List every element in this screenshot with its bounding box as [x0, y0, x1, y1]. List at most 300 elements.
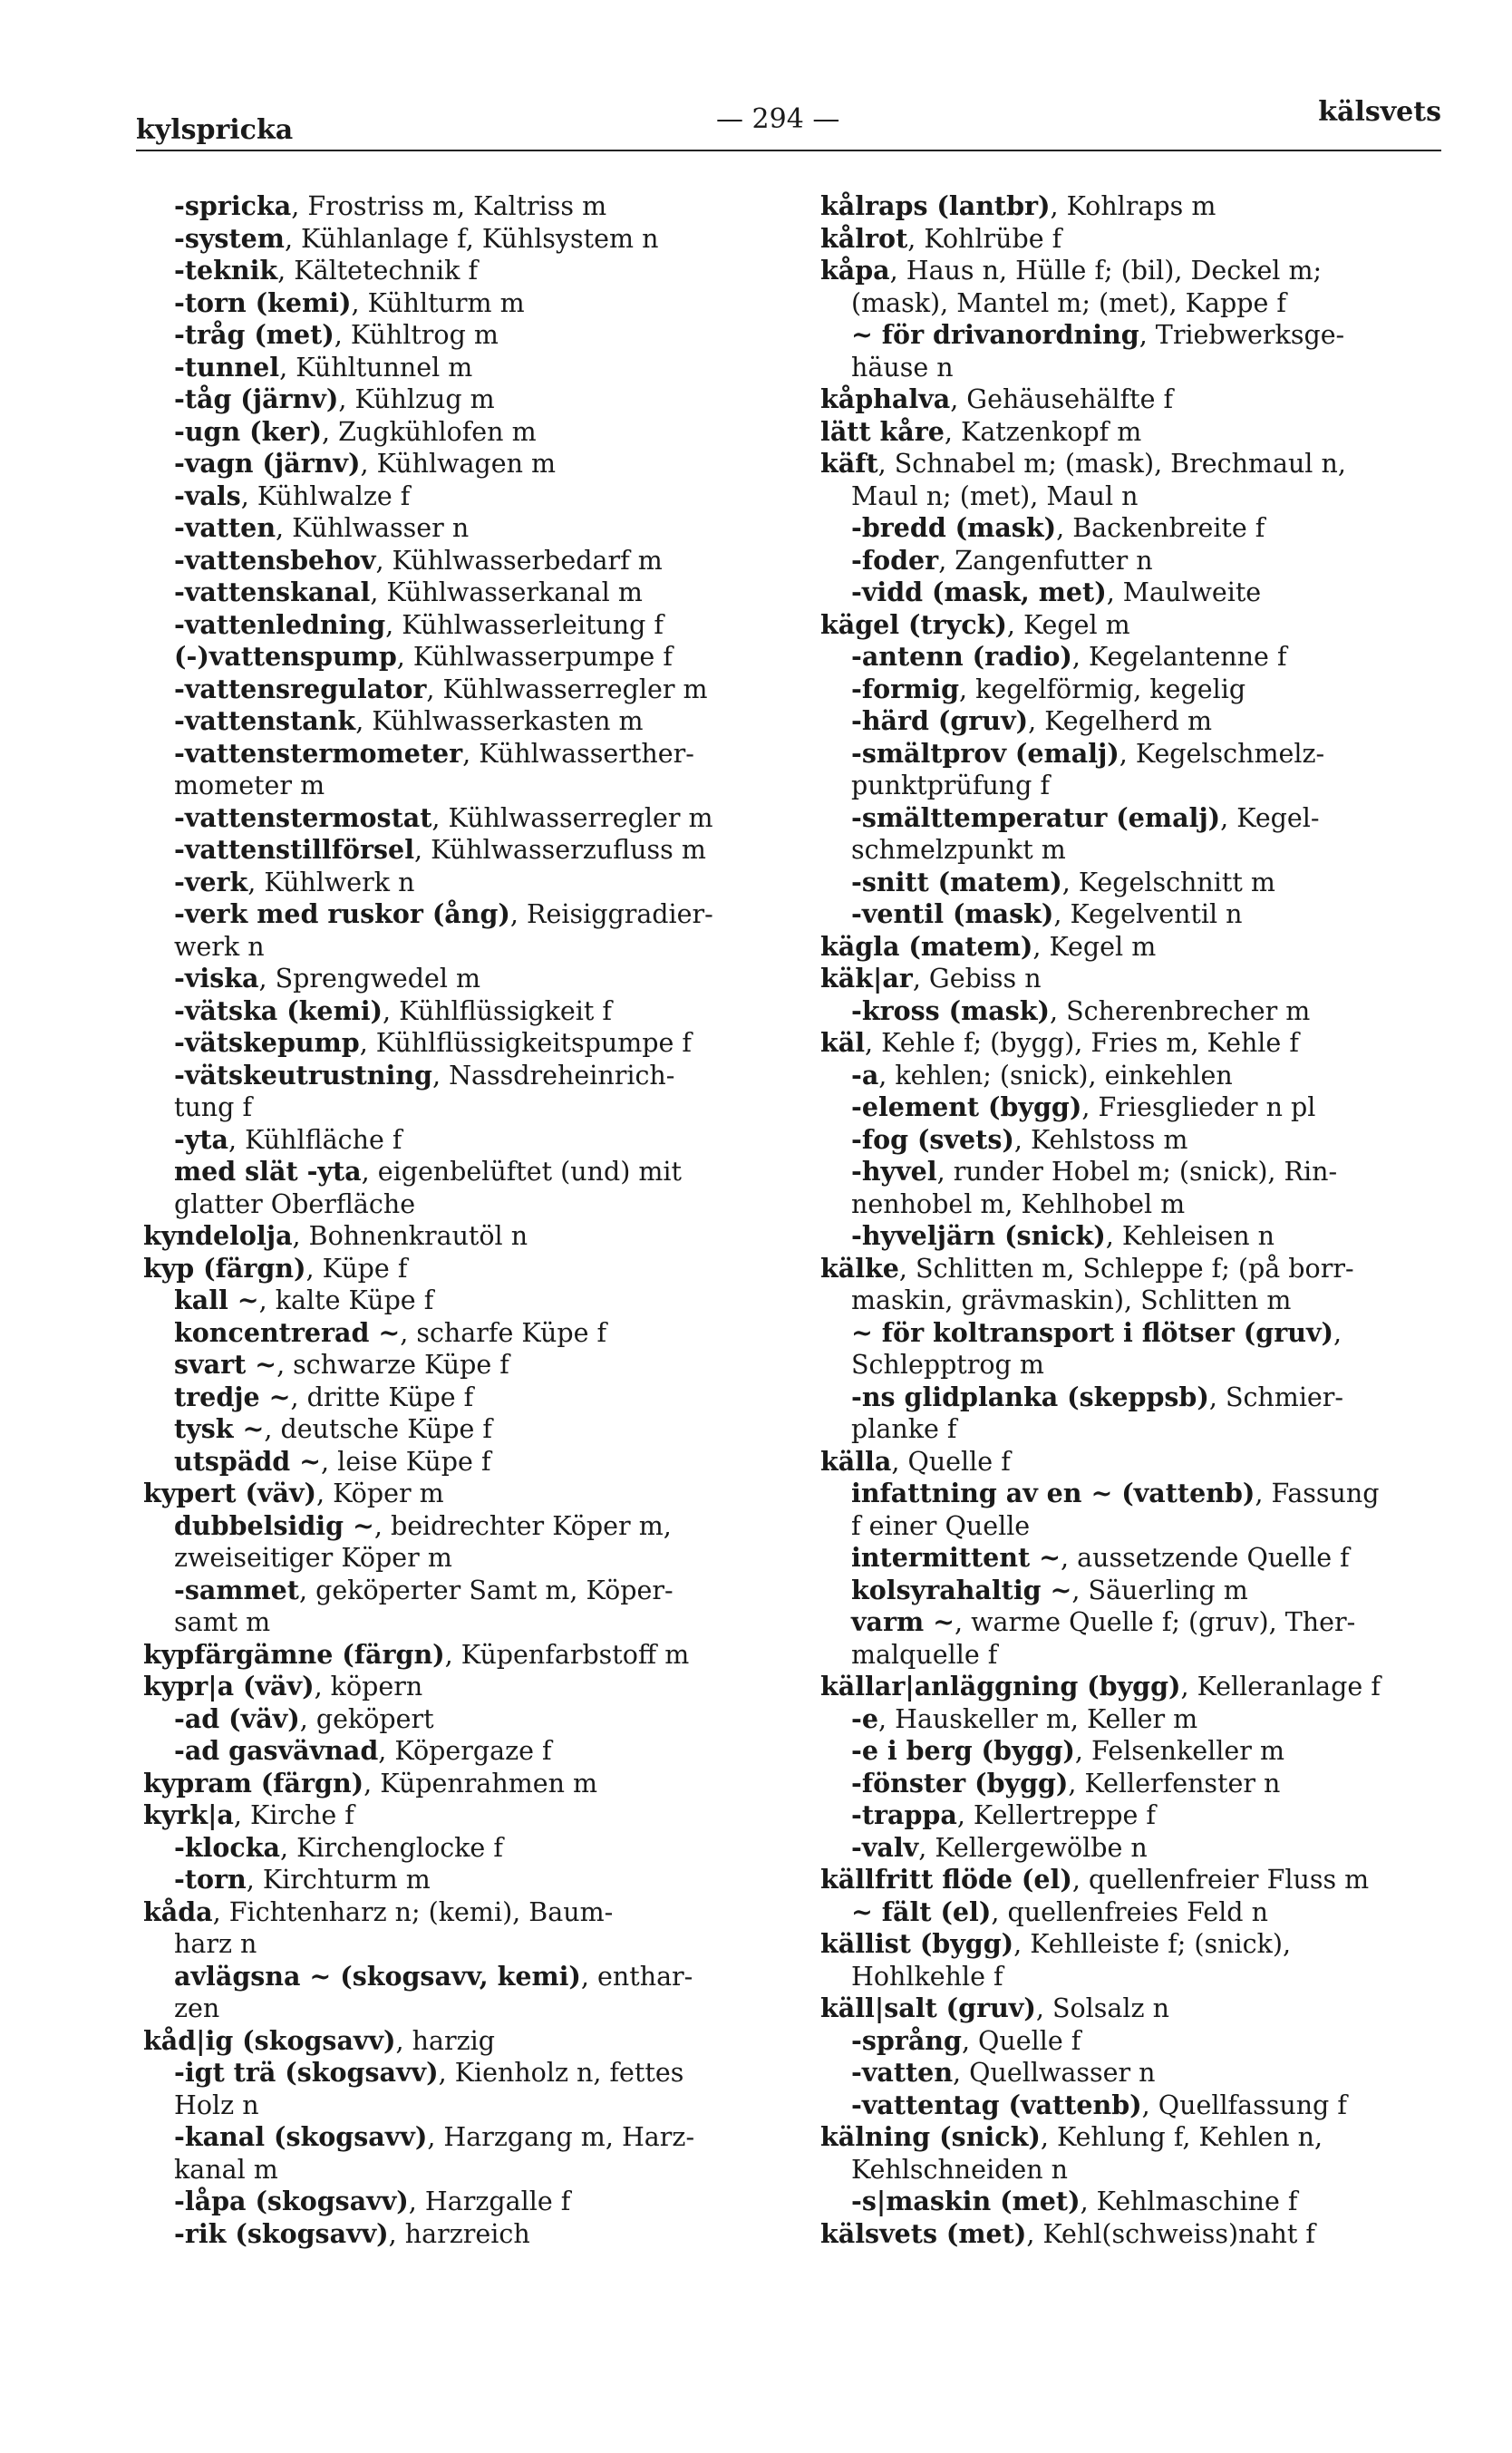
headword: -vätska (kemi) [174, 994, 383, 1026]
dictionary-line [143, 963, 778, 995]
dictionary-line [143, 1446, 778, 1479]
headword: tysk ~ [174, 1413, 265, 1444]
dictionary-line [143, 223, 778, 256]
headword: kålrot [820, 222, 908, 254]
translation: , Gehäusehälfte f [950, 384, 1174, 414]
dictionary-line [820, 995, 1450, 1028]
headword: -antenn (radio) [851, 641, 1072, 672]
dictionary-line [820, 1864, 1450, 1896]
translation: , Kirche f [233, 1800, 354, 1830]
headword: kyp (färgn) [143, 1252, 306, 1284]
translation: , aussetzende Quelle f [1061, 1543, 1350, 1573]
continuation-text: tung f [174, 1092, 253, 1122]
continuation-text: zen [174, 1993, 220, 2023]
dictionary-line [820, 1606, 1450, 1639]
translation: , Kegelschnitt m [1061, 867, 1275, 897]
headword: -vattenstermometer [174, 737, 463, 769]
dictionary-line [820, 545, 1450, 577]
page-header [136, 96, 1441, 147]
dictionary-line [143, 1992, 778, 2025]
headword: -tåg (järnv) [174, 383, 339, 414]
translation: , Frostriss m, Kaltriss m [291, 191, 607, 221]
continuation-text: nenhobel m, Kehlhobel m [851, 1188, 1186, 1219]
headword: kägel (tryck) [820, 608, 1007, 640]
translation: , Backenbreite f [1056, 513, 1265, 543]
headword: avlägsna ~ (skogsavv, kemi) [174, 1960, 581, 1992]
dictionary-line [820, 1124, 1450, 1157]
dictionary-line [143, 1060, 778, 1092]
translation: , harzreich [388, 2218, 530, 2249]
dictionary-line [143, 2186, 778, 2218]
headword: källfritt flöde (el) [820, 1864, 1072, 1895]
dictionary-line [820, 705, 1450, 738]
translation: , Kehleisen n [1105, 1221, 1275, 1251]
translation: , Kühlwasserleitung f [385, 609, 664, 640]
translation: , [1333, 1317, 1342, 1348]
dictionary-line [820, 352, 1450, 384]
headword: -e [851, 1702, 878, 1734]
headword: kyndelolja [143, 1220, 293, 1251]
headword: kypram (färgn) [143, 1767, 364, 1799]
headword: -fog (svets) [851, 1123, 1014, 1155]
headword: -spricka [174, 190, 292, 221]
dictionary-line [143, 319, 778, 352]
dictionary-line [143, 1188, 778, 1221]
headword: ~ för drivanordning [851, 319, 1139, 350]
translation: , Gebiss n [912, 964, 1042, 994]
translation: , Kegelherd m [1028, 706, 1212, 736]
dictionary-line [143, 1124, 778, 1157]
translation: , Quellwasser n [953, 2058, 1156, 2088]
headword: kålraps (lantbr) [820, 190, 1051, 221]
headword: käft [820, 448, 878, 479]
dictionary-line [820, 287, 1450, 320]
translation: , Kühlfläche f [228, 1124, 402, 1155]
translation: , Säuerling m [1071, 1575, 1248, 1605]
translation: , Kühlwasserpumpe f [396, 642, 673, 672]
translation: , Kühlanlage f, Kühlsystem n [284, 223, 659, 254]
dictionary-line [820, 2154, 1450, 2186]
dictionary-line [143, 1156, 778, 1188]
dictionary-line [143, 1928, 778, 1961]
dictionary-line [820, 1446, 1450, 1479]
dictionary-line [820, 1735, 1450, 1768]
headword: kåd|ig (skogsavv) [143, 2024, 396, 2056]
headword: -ns glidplanka (skeppsb) [851, 1381, 1209, 1412]
headword: -ventil (mask) [851, 898, 1054, 929]
headword: kypert (väv) [143, 1478, 317, 1508]
dictionary-line [143, 1285, 778, 1317]
dictionary-line [820, 963, 1450, 995]
translation: , Harzgalle f [408, 2186, 571, 2216]
translation: , Kühlwasserkanal m [370, 577, 643, 607]
continuation-text: (mask), Mantel m; (met), Kappe f [851, 287, 1286, 318]
translation: , kalte Küpe f [258, 1285, 434, 1315]
dictionary-line [143, 480, 778, 513]
dictionary-line [143, 2057, 778, 2089]
translation: , Maulweite [1106, 577, 1262, 607]
headword: -hyvel [851, 1156, 937, 1187]
translation: , Kühlwasserregler m [431, 802, 713, 833]
translation: , dritte Küpe f [290, 1382, 474, 1412]
translation: , Nassdreheinrich- [431, 1060, 675, 1091]
translation: , Triebwerksge- [1139, 320, 1345, 350]
translation: , Kirchenglocke f [279, 1832, 503, 1863]
translation: , Kältetechnik f [277, 256, 478, 286]
headword: -verk med ruskor (ång) [174, 898, 510, 929]
dictionary-line [820, 2121, 1450, 2154]
continuation-text: kanal m [174, 2154, 278, 2185]
continuation-text: malquelle f [851, 1639, 998, 1670]
headword: ~ för koltransport i flötser (gruv) [851, 1316, 1333, 1348]
dictionary-line [820, 383, 1450, 416]
headword: -formig [851, 673, 960, 704]
dictionary-line [143, 1639, 778, 1672]
translation: , Bohnenkrautöl n [292, 1221, 528, 1251]
headword: -vattenledning [174, 608, 386, 640]
continuation-text: planke f [851, 1414, 957, 1444]
continuation-text: Holz n [174, 2089, 259, 2120]
dictionary-line [143, 448, 778, 480]
translation: , Kelleranlage f [1180, 1672, 1381, 1702]
headword: -trappa [851, 1799, 957, 1830]
translation: , Kühlturm m [351, 287, 525, 318]
translation: , Kellertreppe f [956, 1800, 1156, 1830]
headword: -vattenstank [174, 705, 356, 736]
headword: -ad (väv) [174, 1702, 300, 1734]
headword: -tunnel [174, 351, 280, 383]
headword: lätt kåre [820, 415, 945, 447]
headword: kolsyrahaltig ~ [851, 1574, 1072, 1605]
right-column [820, 190, 1450, 2250]
translation: , deutsche Küpe f [264, 1414, 492, 1444]
dictionary-line [143, 1253, 778, 1285]
dictionary-line [820, 416, 1450, 449]
dictionary-line [143, 641, 778, 674]
continuation-text: glatter Oberfläche [174, 1188, 416, 1219]
translation: , Kühlwasser n [276, 513, 470, 543]
dictionary-line [820, 1799, 1450, 1832]
translation: , Hauskeller m, Keller m [877, 1703, 1198, 1734]
headword: tredje ~ [174, 1381, 291, 1412]
dictionary-line [820, 834, 1450, 867]
translation: , Quelle f [891, 1446, 1011, 1477]
headword: (-)vattenspump [174, 641, 397, 672]
headword: -s|maskin (met) [851, 2186, 1081, 2216]
dictionary-line [143, 995, 778, 1028]
dictionary-line [143, 416, 778, 449]
page-number: — 294 — [716, 103, 840, 135]
continuation-text: werk n [174, 931, 265, 962]
headword: -tråg (met) [174, 319, 334, 350]
translation: , schwarze Küpe f [276, 1350, 509, 1380]
translation: , Schnabel m; (mask), Brechmaul n, [877, 449, 1346, 479]
dictionary-line [820, 609, 1450, 642]
dictionary-line [143, 834, 778, 867]
translation: , enthar- [580, 1961, 693, 1992]
dictionary-line [143, 190, 778, 223]
dictionary-line [820, 738, 1450, 771]
headword: -smältprov (emalj) [851, 737, 1119, 769]
headword: kypfärgämne (färgn) [143, 1638, 445, 1670]
headword: -vattensbehov [174, 544, 376, 576]
translation: , runder Hobel m; (snick), Rin- [936, 1157, 1338, 1187]
translation: , Kühltunnel m [279, 352, 473, 383]
dictionary-line [820, 2025, 1450, 2058]
translation: , Zugkühlofen m [321, 416, 537, 447]
continuation-text: f einer Quelle [851, 1510, 1031, 1541]
translation: , Quelle f [961, 2025, 1081, 2056]
translation: , Katzenkopf m [944, 416, 1142, 447]
headword: kall ~ [174, 1285, 259, 1315]
dictionary-line [820, 512, 1450, 545]
headword: kälke [820, 1252, 899, 1284]
dictionary-line [820, 1703, 1450, 1736]
left-column [143, 190, 778, 2250]
continuation-text: harz n [174, 1929, 257, 1959]
headword: dubbelsidig ~ [174, 1509, 374, 1541]
dictionary-line [820, 1413, 1450, 1446]
translation: , Solsalz n [1035, 1993, 1169, 2023]
dictionary-line [820, 1253, 1450, 1285]
dictionary-line [143, 577, 778, 609]
dictionary-line [820, 867, 1450, 899]
continuation-text: häuse n [851, 352, 954, 383]
dictionary-line [820, 1349, 1450, 1382]
dictionary-line [820, 2186, 1450, 2218]
dictionary-line [820, 1188, 1450, 1221]
headword: -teknik [174, 255, 278, 286]
dictionary-line [820, 319, 1450, 352]
headword: -torn (kemi) [174, 286, 352, 318]
dictionary-line [143, 545, 778, 577]
translation: , Kehlleiste f; (snick), [1013, 1929, 1292, 1959]
dictionary-line [143, 931, 778, 964]
translation: , Kehlmaschine f [1080, 2186, 1298, 2216]
translation: , Fassung [1255, 1479, 1380, 1508]
continuation-text: punktprüfung f [851, 771, 1051, 800]
headword: -kross (mask) [851, 994, 1050, 1026]
dictionary-line [143, 2218, 778, 2251]
translation: , Fichtenharz n; (kemi), Baum- [212, 1896, 614, 1927]
translation: , Kegelventil n [1053, 899, 1243, 929]
headword: kägla (matem) [820, 930, 1033, 962]
dictionary-line [820, 1156, 1450, 1188]
headword: utspädd ~ [174, 1445, 321, 1477]
dictionary-line [143, 1799, 778, 1832]
dictionary-line [820, 1027, 1450, 1060]
headword: -språng [851, 2024, 962, 2056]
headword: -viska [174, 963, 259, 994]
dictionary-line [820, 1317, 1450, 1350]
dictionary-line [820, 1671, 1450, 1703]
dictionary-line [143, 705, 778, 738]
headword: intermittent ~ [851, 1542, 1061, 1573]
headword: svart ~ [174, 1349, 277, 1380]
dictionary-line [820, 641, 1450, 674]
dictionary-line [820, 577, 1450, 609]
translation: , Köpergaze f [378, 1736, 552, 1766]
continuation-text: maskin, grävmaskin), Schlitten m [851, 1285, 1292, 1315]
headword: -system [174, 222, 285, 254]
translation: , Kellerfenster n [1068, 1768, 1281, 1799]
headword: -kanal (skogsavv) [174, 2121, 428, 2152]
translation: , geköperter Samt m, Köper- [298, 1575, 674, 1605]
header-left-guide-word: kylspricka [136, 114, 294, 146]
headword: kyrk|a [143, 1799, 234, 1830]
dictionary-line [143, 1027, 778, 1060]
dictionary-line [143, 1832, 778, 1865]
dictionary-line [820, 898, 1450, 931]
translation: , Sprengwedel m [258, 964, 481, 994]
headword: -vattenskanal [174, 577, 371, 607]
dictionary-line [820, 1832, 1450, 1865]
headword: kypr|a (väv) [143, 1671, 315, 1702]
headword: -vagn (järnv) [174, 448, 361, 479]
headword: -härd (gruv) [851, 705, 1029, 736]
headword: -vätskepump [174, 1027, 360, 1058]
headword: -vidd (mask, met) [851, 577, 1107, 607]
headword: -fönster (bygg) [851, 1767, 1069, 1799]
dictionary-line [820, 223, 1450, 256]
dictionary-line [143, 1896, 778, 1929]
dictionary-line [143, 255, 778, 287]
continuation-text: zweiseitiger Köper m [174, 1543, 452, 1573]
headword: -vatten [851, 2057, 954, 2088]
dictionary-line [820, 1542, 1450, 1575]
translation: , Küpe f [305, 1253, 408, 1284]
dictionary-line [820, 770, 1450, 802]
translation: , Felsenkeller m [1074, 1736, 1284, 1766]
dictionary-line [143, 1864, 778, 1896]
translation: , Haus n, Hülle f; (bil), Deckel m; [889, 256, 1323, 286]
headword: källist (bygg) [820, 1928, 1014, 1959]
translation: , Reisiggradier- [509, 899, 713, 929]
dictionary-line [143, 383, 778, 416]
dictionary-line [820, 1091, 1450, 1124]
headword: -klocka [174, 1831, 280, 1863]
dictionary-line [143, 1542, 778, 1575]
header-right-guide-word: kälsvets [1318, 96, 1441, 128]
translation: , Kohlrübe f [907, 223, 1062, 254]
headword: -vals [174, 480, 241, 511]
dictionary-line [143, 898, 778, 931]
headword: käl [820, 1027, 866, 1058]
headword: -torn [174, 1864, 247, 1895]
headword: koncentrerad ~ [174, 1316, 401, 1348]
translation: , leise Küpe f [320, 1446, 491, 1477]
translation: , Kühlwasserther- [462, 738, 694, 769]
dictionary-line [820, 674, 1450, 706]
dictionary-line [820, 1639, 1450, 1672]
headword: -ad gasvävnad [174, 1735, 379, 1766]
continuation-text: samt m [174, 1607, 271, 1637]
translation: , Kühlwalze f [240, 480, 411, 511]
dictionary-line [820, 2057, 1450, 2089]
headword: -rik (skogsavv) [174, 2217, 389, 2249]
translation: , warme Quelle f; (gruv), Ther- [955, 1607, 1356, 1637]
translation: , Friesglieder n pl [1081, 1092, 1316, 1122]
translation: , Küpenfarbstoff m [444, 1639, 690, 1670]
translation: , Kirchturm m [246, 1865, 431, 1895]
translation: , Kühlflüssigkeitspumpe f [359, 1028, 692, 1058]
dictionary-line [820, 931, 1450, 964]
translation: , beidrechter Köper m, [373, 1510, 672, 1541]
dictionary-line [143, 1671, 778, 1703]
headword: källa [820, 1445, 892, 1477]
dictionary-line [143, 1382, 778, 1414]
continuation-text: mometer m [174, 771, 325, 800]
headword: -verk [174, 866, 248, 897]
translation: , Kühlflüssigkeit f [383, 995, 612, 1026]
dictionary-line [143, 2154, 778, 2186]
headword: infattning av en ~ (vattenb) [851, 1478, 1255, 1508]
translation: , Schlitten m, Schleppe f; (på borr- [898, 1253, 1354, 1284]
continuation-text: Maul n; (met), Maul n [851, 480, 1139, 511]
dictionary-line [143, 867, 778, 899]
dictionary-line [143, 352, 778, 384]
translation: , eigenbelüftet (und) mit [361, 1157, 682, 1187]
dictionary-line [143, 1703, 778, 1736]
dictionary-line [820, 1992, 1450, 2025]
dictionary-line [143, 1091, 778, 1124]
translation: , kehlen; (snick), einkehlen [878, 1060, 1233, 1091]
headword: kälsvets (met) [820, 2217, 1027, 2249]
translation: , Kegel m [1032, 931, 1157, 962]
headword: -låpa (skogsavv) [174, 2186, 409, 2216]
translation: , Kühlwerk n [247, 867, 415, 897]
headword: -vattentag (vattenb) [851, 2089, 1142, 2120]
translation: , quellenfreier Fluss m [1071, 1865, 1370, 1895]
dictionary-line [143, 1317, 778, 1350]
translation: , Kehl(schweiss)naht f [1026, 2218, 1315, 2249]
headword: -vattensregulator [174, 673, 427, 704]
dictionary-line [820, 1220, 1450, 1253]
translation: , Köper m [316, 1479, 444, 1508]
dictionary-line [820, 448, 1450, 480]
headword: med slät -yta [174, 1156, 362, 1187]
translation: , scharfe Küpe f [400, 1317, 607, 1348]
headword: -smälttemperatur (emalj) [851, 801, 1221, 833]
translation: , Zangenfutter n [938, 545, 1153, 576]
dictionary-line [143, 2089, 778, 2122]
dictionary-line [143, 1478, 778, 1510]
translation: , Schmier- [1208, 1382, 1344, 1412]
headword: -hyveljärn (snick) [851, 1220, 1106, 1251]
dictionary-line [143, 1961, 778, 1993]
dictionary-line [143, 1349, 778, 1382]
header-rule [136, 150, 1441, 151]
headword: -vätskeutrustning [174, 1059, 432, 1091]
headword: -bredd (mask) [851, 512, 1057, 543]
dictionary-line [820, 1478, 1450, 1510]
headword: käll|salt (gruv) [820, 1992, 1036, 2023]
translation: , Kühlwasserregler m [426, 674, 708, 704]
headword: -vattenstillförsel [174, 834, 415, 865]
dictionary-line [820, 1060, 1450, 1092]
headword: -valv [851, 1831, 919, 1863]
dictionary-line [143, 1220, 778, 1253]
headword: kåphalva [820, 383, 951, 414]
translation: , Küpenrahmen m [363, 1768, 598, 1799]
headword: varm ~ [851, 1606, 955, 1637]
dictionary-line [143, 1575, 778, 1607]
translation: , Kehlung f, Kehlen n, [1040, 2122, 1323, 2152]
dictionary-line [820, 2089, 1450, 2122]
translation: , Quellfassung f [1141, 2089, 1347, 2120]
translation: , Kühlwasserbedarf m [375, 545, 663, 576]
translation: , kegelförmig, kegelig [959, 674, 1246, 704]
